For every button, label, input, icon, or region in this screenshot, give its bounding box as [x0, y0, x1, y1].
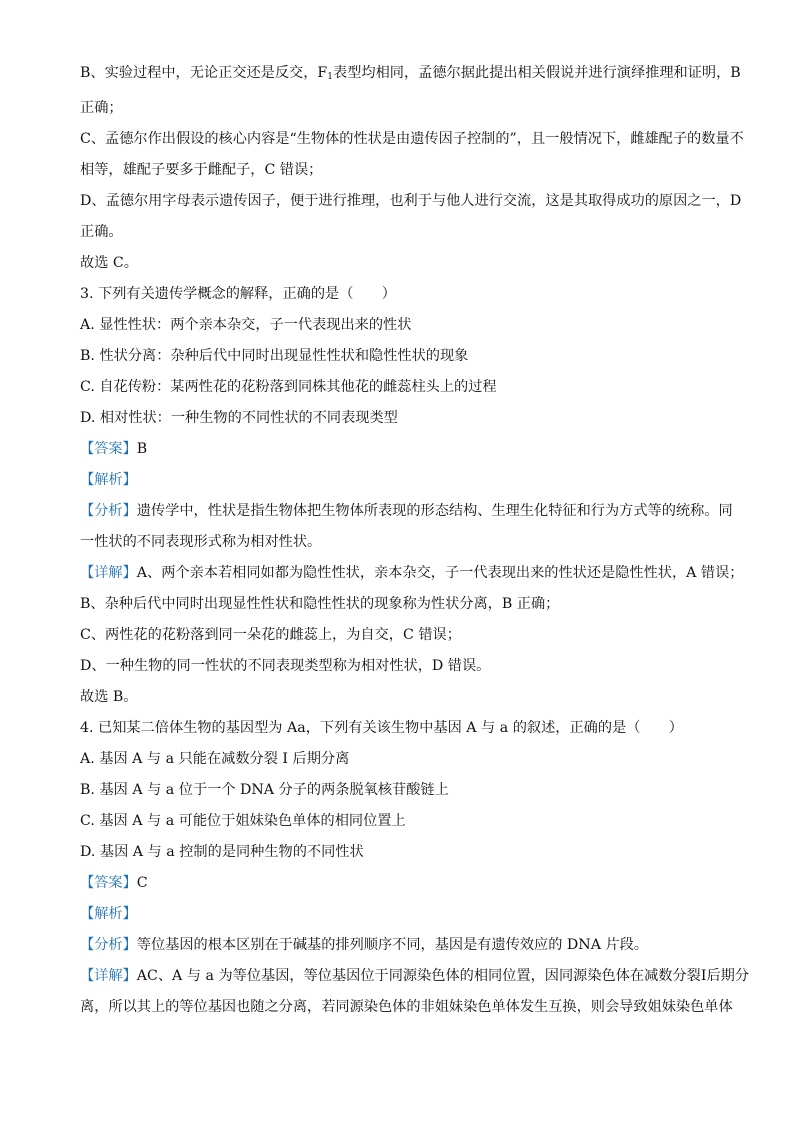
q2-option-c-line1: C、孟德尔作出假设的核心内容是“生物体的性状是由遗传因子控制的”，且一般情况下，雌雄配子的数量不 [80, 131, 744, 147]
q3-fenxi-line1: 【分析】遗传学中，性状是指生物体把生物体所表现的形态结构、生理生化特征和行为方式等的统称。同 [80, 503, 733, 519]
answer-tag: 【答案】 [80, 441, 137, 457]
document-page [80, 58, 750, 1023]
xiangjie-tag: 【详解】 [80, 565, 137, 581]
q4-answer: 【答案】C [80, 875, 148, 891]
q3-stem: 3. 下列有关遗传学概念的解释，正确的是（ ） [80, 286, 396, 302]
q4-fenxi-line1: 【分析】等位基因的根本区别在于碱基的排列顺序不同，基因是有遗传效应的 DNA 片段。 [80, 937, 649, 953]
q4-option-b: B. 基因 A 与 a 位于一个 DNA 分子的两条脱氧核苷酸链上 [80, 782, 449, 798]
q4-stem: 4. 已知某二倍体生物的基因型为 Aa，下列有关该生物中基因 A 与 a 的叙述，正确的是（ ） [80, 720, 683, 736]
q3-xiangjie-line2: B、杂种后代中同时出现显性性状和隐性性状的现象称为性状分离，B 正确； [80, 596, 560, 612]
answer-tag: 【答案】 [80, 875, 137, 891]
xiangjie-tag: 【详解】 [80, 968, 137, 984]
q4-option-d: D. 基因 A 与 a 控制的是同种生物的不同性状 [80, 844, 364, 860]
q3-option-c: C. 自花传粉：某两性花的花粉落到同株其他花的雌蕊柱头上的过程 [80, 379, 497, 395]
q4-xiangjie-line1: 【详解】AC、A 与 a 为等位基因，等位基因位于同源染色体的相同位置，因同源染色体在减数分裂I后期分 [80, 968, 750, 984]
q3-answer: 【答案】B [80, 441, 148, 457]
q3-option-d: D. 相对性状：一种生物的不同性状的不同表现类型 [80, 410, 398, 426]
q4-option-c: C. 基因 A 与 a 可能位于姐妹染色单体的相同位置上 [80, 813, 406, 829]
q3-xiangjie-line4: D、一种生物的同一性状的不同表现类型称为相对性状，D 错误。 [80, 658, 491, 674]
q2-option-b-line2: 正确； [80, 100, 123, 116]
q3-option-a: A. 显性性状：两个亲本杂交，子一代表现出来的性状 [80, 317, 412, 333]
q2-option-c-line2: 相等，雄配子要多于雌配子，C 错误； [80, 162, 323, 178]
q3-xiangjie-line3: C、两性花的花粉落到同一朵花的雌蕊上，为自交，C 错误； [80, 627, 461, 643]
q4-option-a: A. 基因 A 与 a 只能在减数分裂 I 后期分离 [80, 751, 350, 767]
q3-xiangjie-line1: 【详解】A、两个亲本若相同如都为隐性性状，亲本杂交，子一代表现出来的性状还是隐性性状，A 错误； [80, 565, 744, 581]
q3-option-b: B. 性状分离：杂种后代中同时出现显性性状和隐性性状的现象 [80, 348, 469, 364]
q4-analysis-tag: 【解析】 [80, 906, 137, 922]
fenxi-tag: 【分析】 [80, 937, 137, 953]
fenxi-tag: 【分析】 [80, 503, 137, 519]
q2-option-d-line2: 正确。 [80, 224, 123, 240]
q3-analysis-tag: 【解析】 [80, 472, 137, 488]
q2-option-d-line1: D、孟德尔用字母表示遗传因子，便于进行推理，也利于与他人进行交流，这是其取得成功的原因之一，D [80, 193, 742, 209]
q2-option-b-line1: B、实验过程中，无论正交还是反交，$F_1$表型均相同，孟德尔据此提出相关假说并进行演绎推理和证明，B [80, 65, 741, 82]
q3-fenxi-line2: 一性状的不同表现形式称为相对性状。 [80, 534, 322, 550]
q2-conclusion: 故选 C。 [80, 255, 138, 271]
q4-xiangjie-line2: 离，所以其上的等位基因也随之分离，若同源染色体的非姐妹染色单体发生互换，则会导致姐妹染色单体 [80, 999, 733, 1015]
q3-conclusion: 故选 B。 [80, 689, 138, 705]
